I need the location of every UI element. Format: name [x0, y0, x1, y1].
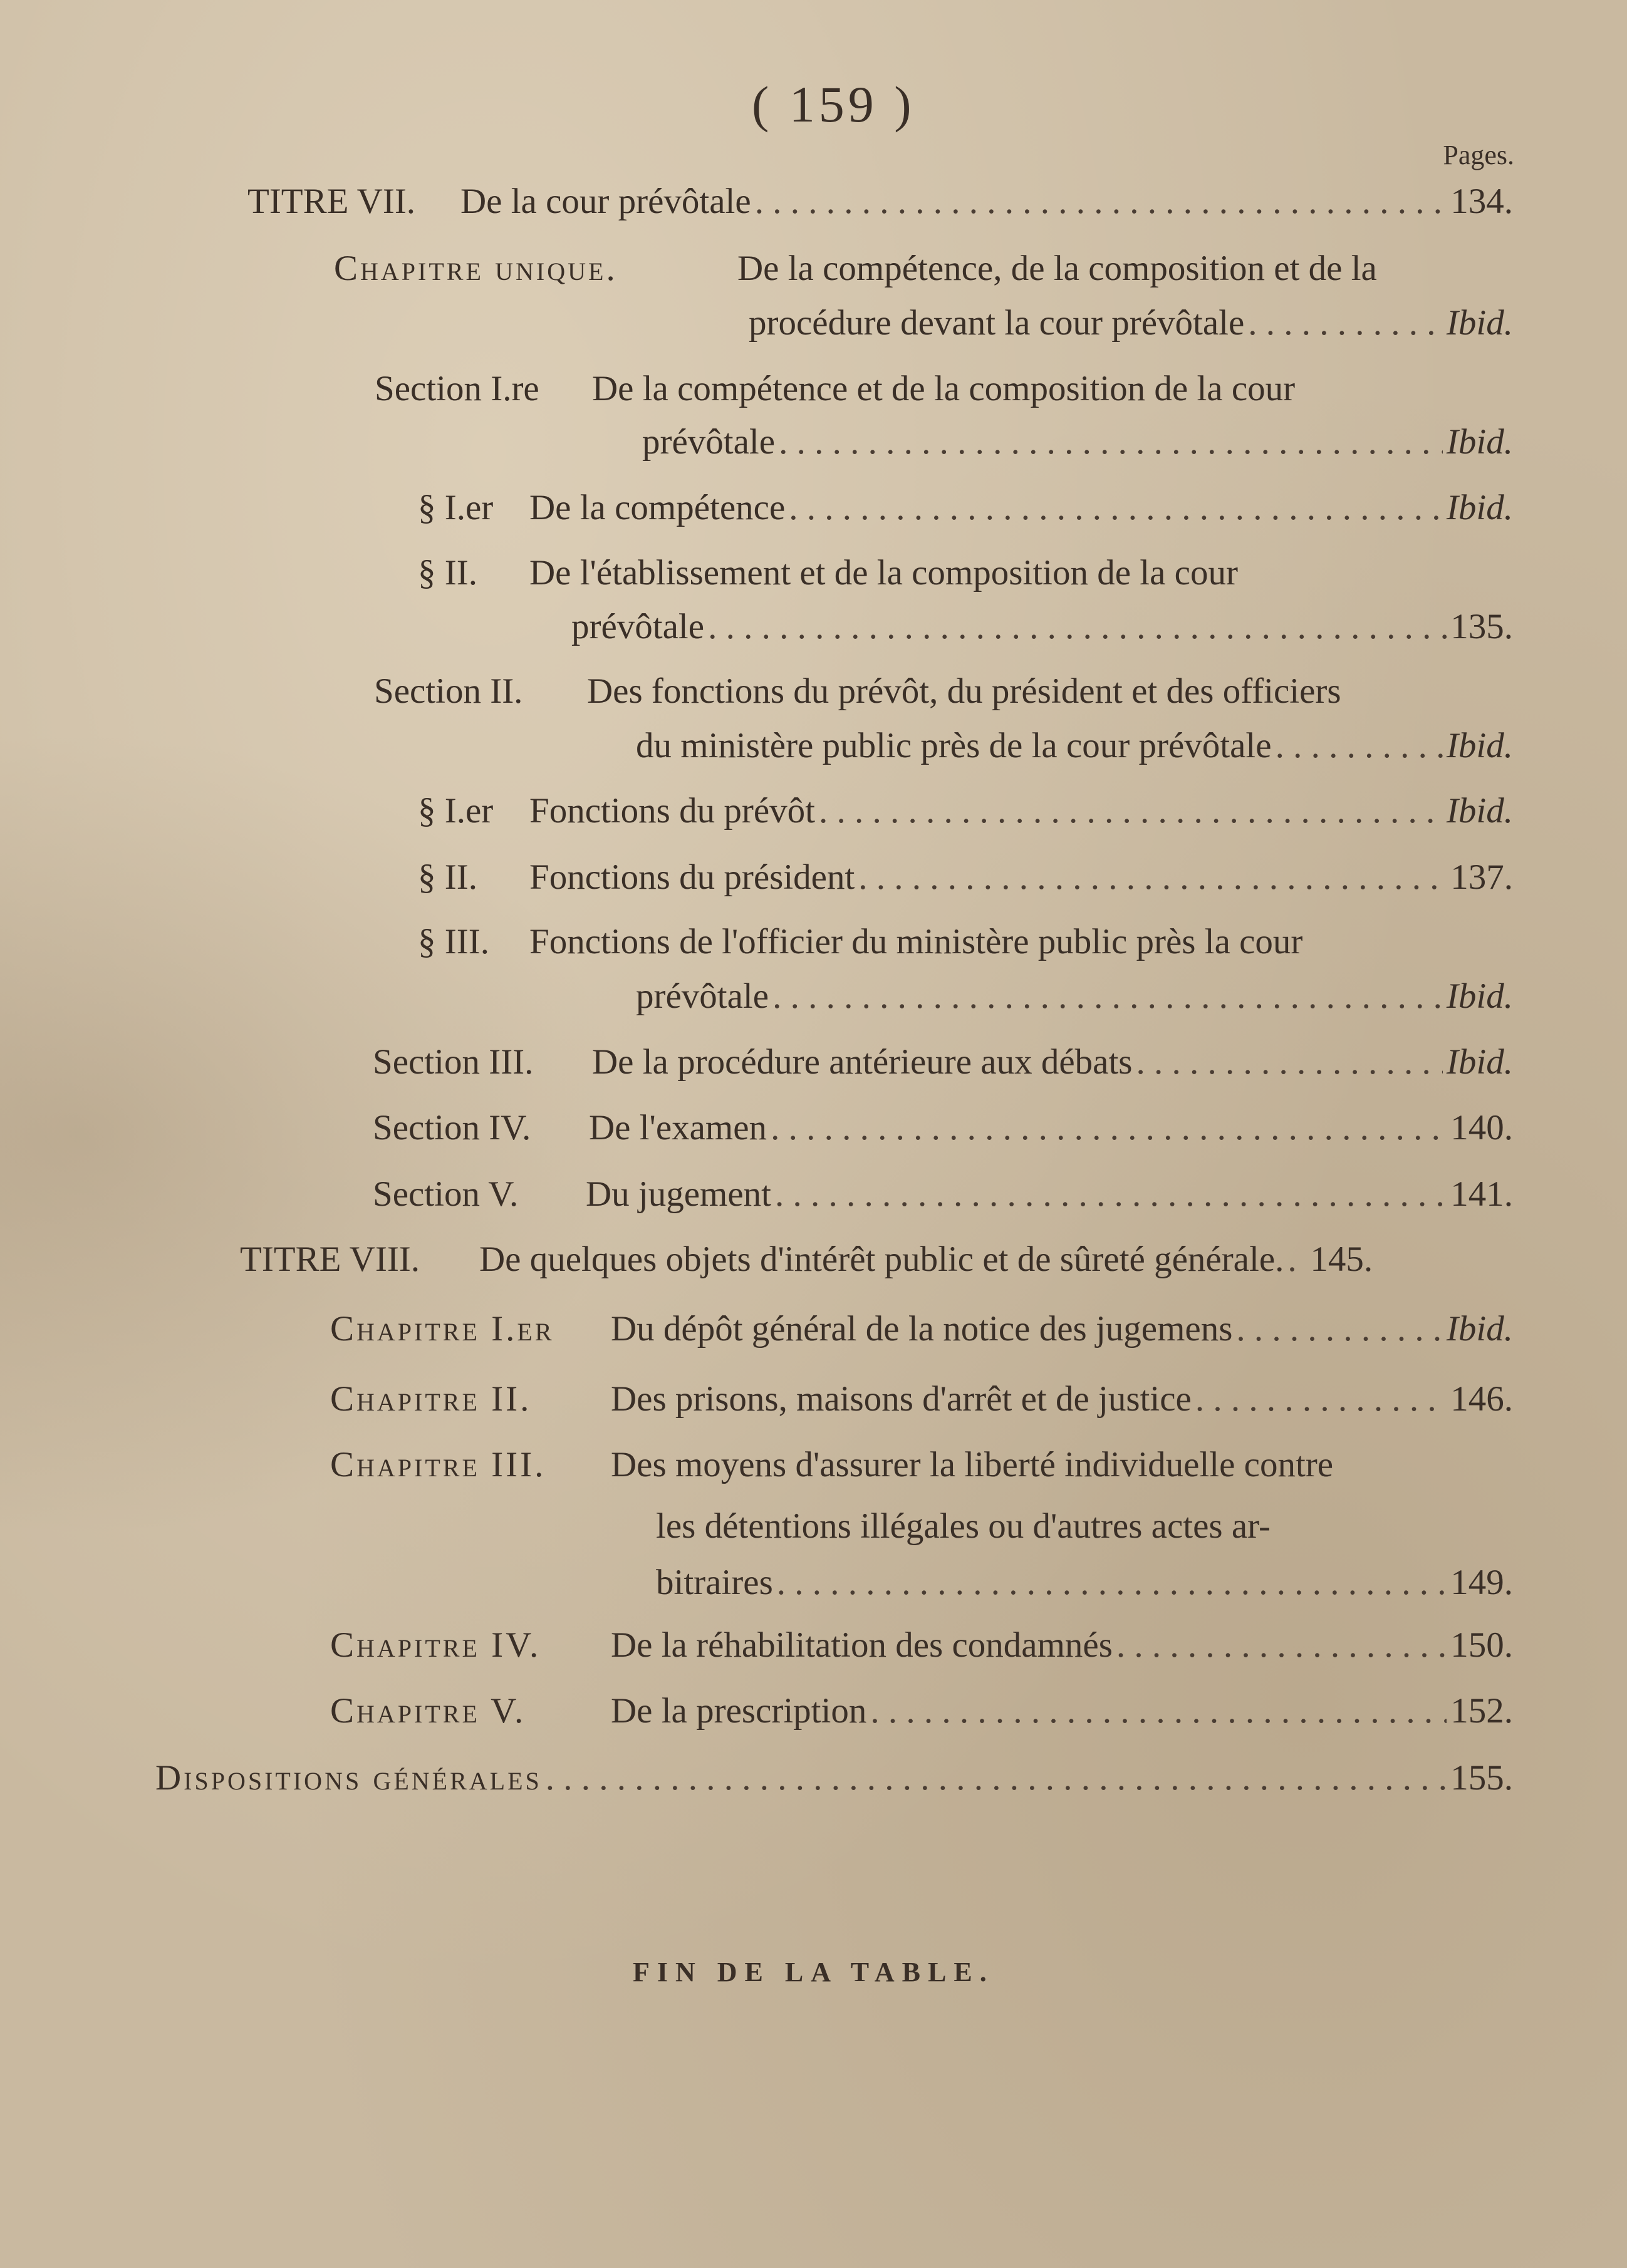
toc-entry [155, 1760, 1513, 1796]
toc-entry [642, 424, 1513, 460]
entry-text: Du jugement [586, 1174, 772, 1214]
entry-text: De la compétence et de la composition de la cour [592, 369, 1296, 408]
toc-entry [529, 859, 1513, 895]
entry-label: § II. [418, 553, 477, 593]
entry-page: Ibid. [1446, 303, 1513, 343]
leader-dots [546, 1760, 1447, 1796]
entry-label: Chapitre III. [330, 1445, 546, 1484]
toc-entry [611, 1311, 1513, 1347]
entry-label: § I.er [418, 488, 494, 527]
entry-text: De la réhabilitation des condamnés [611, 1625, 1113, 1665]
entry-page: 145. [1310, 1240, 1373, 1279]
toc-entry [586, 1176, 1513, 1212]
entry-page: 141. [1450, 1174, 1513, 1214]
toc-entry [592, 1044, 1513, 1080]
entry-page: 150. [1450, 1625, 1513, 1665]
entry-label: Section II. [374, 671, 523, 711]
leader-dots [779, 424, 1443, 460]
entry-label: TITRE VIII. [240, 1240, 420, 1279]
leader-dots [789, 490, 1443, 526]
entry-label: TITRE VII. [247, 182, 416, 221]
entry-page: 137. [1450, 857, 1513, 897]
toc-entry [529, 490, 1513, 526]
entry-page: Ibid. [1446, 791, 1513, 831]
entry-page: 146. [1450, 1379, 1513, 1419]
entry-text: De l'examen [589, 1108, 767, 1147]
entry-label: Section IV. [373, 1108, 531, 1147]
entry-label: Chapitre V. [330, 1691, 526, 1731]
entry-text-cont: prévôtale [571, 607, 705, 646]
leader-dots [1287, 1241, 1306, 1277]
toc-entry [529, 793, 1513, 829]
entry-text: Des fonctions du prévôt, du président et des officiers [587, 671, 1341, 711]
entry-text: De la compétence, de la composition et de la [737, 249, 1377, 288]
entry-page: 155. [1450, 1758, 1513, 1798]
entry-label: Section I.re [375, 369, 539, 408]
entry-text: Des moyens d'assurer la liberté individuelle contre [611, 1445, 1334, 1484]
end-of-table: FIN DE LA TABLE. [633, 1957, 994, 1987]
entry-text-cont: les détentions illégales ou d'autres actes ar- [656, 1506, 1271, 1546]
entry-text: Fonctions du président [529, 857, 855, 897]
entry-text-cont: du ministère public près de la cour prévôtale [636, 726, 1272, 765]
entry-text-cont: procédure devant la cour prévôtale [749, 303, 1245, 343]
entry-label: Chapitre unique. [334, 249, 618, 288]
leader-dots [1236, 1311, 1443, 1347]
leader-dots [1195, 1381, 1447, 1417]
entry-text-cont: prévôtale [636, 976, 769, 1016]
entry-page: Ibid. [1446, 488, 1513, 527]
toc-entry [611, 1381, 1513, 1417]
entry-text: De la prescription [611, 1691, 867, 1731]
toc-entry [656, 1565, 1513, 1600]
leader-dots [708, 609, 1447, 645]
entry-page: 140. [1450, 1108, 1513, 1147]
entry-label: § I.er [418, 791, 494, 831]
toc-entry [636, 978, 1513, 1014]
toc-entry [479, 1241, 1513, 1277]
leader-dots [775, 1176, 1447, 1212]
entry-text: Du dépôt général de la notice des jugemens [611, 1309, 1233, 1349]
entry-text: Fonctions du prévôt [529, 791, 815, 831]
entry-page: Ibid. [1446, 1309, 1513, 1349]
leader-dots [1136, 1044, 1442, 1080]
toc-entry [749, 305, 1513, 341]
entry-text: Fonctions de l'officier du ministère public près la cour [529, 922, 1303, 961]
toc-entry [611, 1627, 1513, 1663]
entry-page: 152. [1450, 1691, 1513, 1731]
toc-entry [636, 728, 1513, 764]
leader-dots [1116, 1627, 1447, 1663]
leader-dots [1276, 728, 1443, 764]
entry-text: De quelques objets d'intérêt public et de sûreté générale. [479, 1240, 1284, 1279]
entry-text: De l'établissement et de la composition de la cour [529, 553, 1238, 593]
toc-entry [460, 184, 1513, 219]
entry-label: Chapitre II. [330, 1379, 532, 1419]
entry-text-cont: prévôtale [642, 422, 776, 462]
entry-page: 135. [1450, 607, 1513, 646]
entry-label: Section III. [373, 1042, 534, 1082]
entry-label: § III. [418, 922, 489, 961]
entry-label: Dispositions générales [155, 1758, 542, 1798]
entry-page: Ibid. [1446, 726, 1513, 765]
leader-dots [1248, 305, 1443, 341]
entry-text: Des prisons, maisons d'arrêt et de justice [611, 1379, 1192, 1419]
entry-label: Chapitre I.er [330, 1309, 554, 1349]
leader-dots [777, 1565, 1447, 1600]
leader-dots [755, 184, 1447, 219]
entry-label: Section V. [373, 1174, 519, 1214]
entry-text-cont: bitraires [656, 1563, 773, 1602]
leader-dots [870, 1693, 1447, 1729]
entry-label: Chapitre IV. [330, 1625, 541, 1665]
entry-page: Ibid. [1446, 422, 1513, 462]
page-number: ( 159 ) [752, 76, 915, 133]
entry-page: Ibid. [1446, 1042, 1513, 1082]
leader-dots [771, 1110, 1447, 1146]
entry-text: De la procédure antérieure aux débats [592, 1042, 1133, 1082]
entry-label: § II. [418, 857, 477, 897]
entry-page: Ibid. [1446, 976, 1513, 1016]
toc-entry [611, 1693, 1513, 1729]
entry-page: 149. [1450, 1563, 1513, 1602]
entry-page: 134. [1450, 182, 1513, 221]
toc-entry [571, 609, 1513, 645]
pages-column-header: Pages. [1443, 140, 1514, 170]
entry-text: De la cour prévôtale [460, 182, 751, 221]
entry-text: De la compétence [529, 488, 786, 527]
leader-dots [819, 793, 1443, 829]
leader-dots [858, 859, 1447, 895]
toc-entry [589, 1110, 1513, 1146]
leader-dots [772, 978, 1443, 1014]
